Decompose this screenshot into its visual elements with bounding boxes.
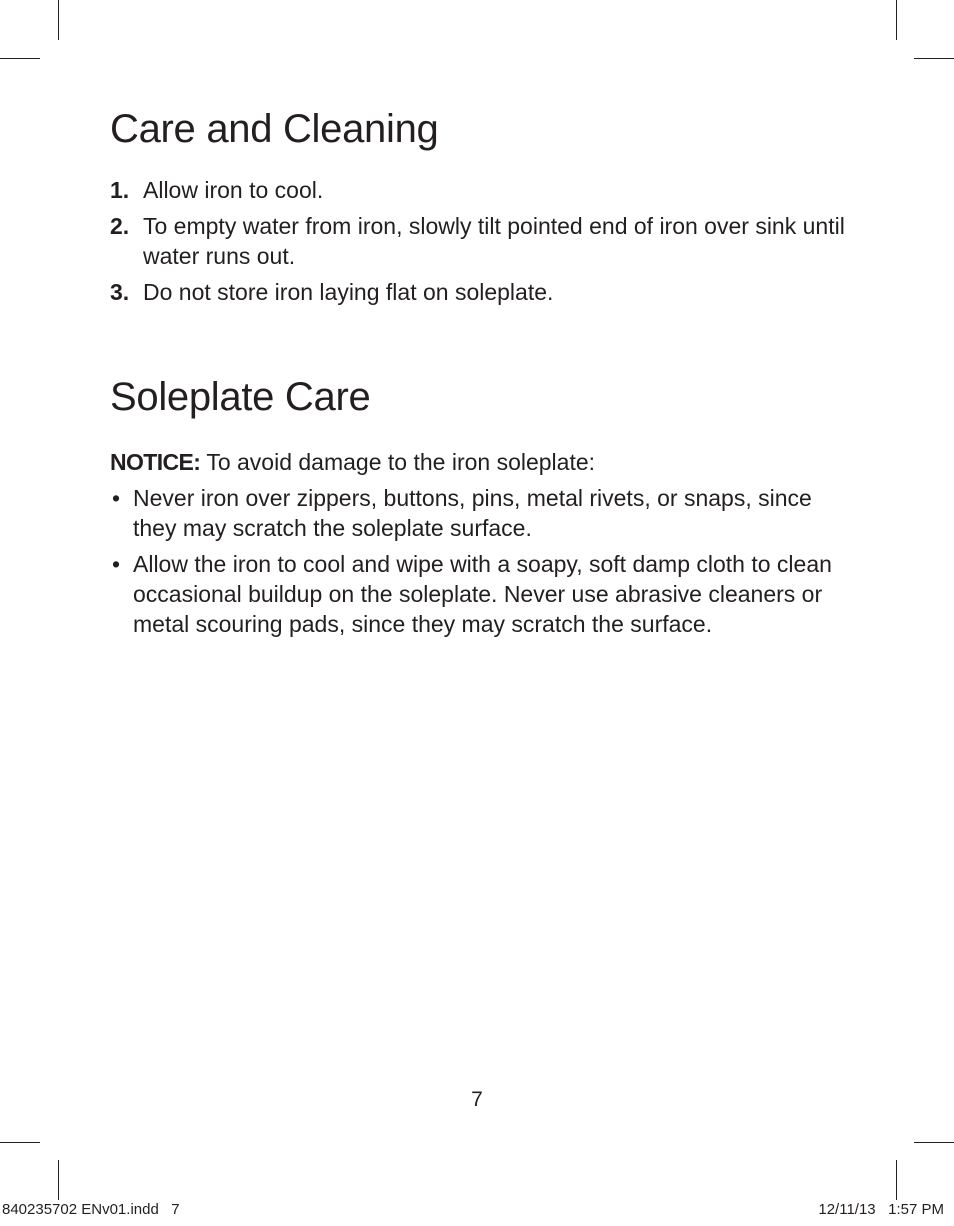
- soleplate-care-list: [110, 483, 850, 645]
- step-text: Do not store iron laying flat on soleplate.: [143, 279, 554, 305]
- care-step: [110, 277, 850, 307]
- slug-timestamp: 12/11/13 1:57 PM: [818, 1201, 944, 1218]
- crop-mark-top-right-vertical: [896, 0, 897, 40]
- care-and-cleaning-heading: Care and Cleaning: [110, 107, 439, 151]
- notice-text: To avoid damage to the iron soleplate:: [200, 449, 596, 475]
- list-item-text: Allow the iron to cool and wipe with a soapy, soft damp cloth to clean occasional buildup on the soleplate. Never use abrasive cleaners or metal scouring pads, since they may scratch the surface.: [133, 551, 832, 637]
- crop-mark-top-right-horizontal: [914, 58, 954, 59]
- notice-label: NOTICE:: [110, 449, 201, 475]
- notice-paragraph: [110, 447, 595, 477]
- crop-mark-bottom-right-horizontal: [914, 1142, 954, 1143]
- care-step: [110, 211, 850, 271]
- care-steps-list: [110, 175, 850, 313]
- step-number: 1.: [110, 177, 130, 203]
- crop-mark-bottom-left-vertical: [58, 1160, 59, 1200]
- step-text: To empty water from iron, slowly tilt pointed end of iron over sink until water runs out.: [143, 213, 845, 269]
- step-text: Allow iron to cool.: [143, 177, 324, 203]
- slug-file-name: 840235702 ENv01.indd 7: [2, 1201, 180, 1218]
- bullet-icon: •: [112, 551, 121, 577]
- list-item: [110, 549, 850, 639]
- step-number: 2.: [110, 213, 130, 239]
- list-item: [110, 483, 850, 543]
- crop-mark-bottom-right-vertical: [896, 1160, 897, 1200]
- crop-mark-bottom-left-horizontal: [0, 1142, 40, 1143]
- soleplate-care-heading: Soleplate Care: [110, 375, 371, 419]
- list-item-text: Never iron over zippers, buttons, pins, metal rivets, or snaps, since they may scratch the soleplate surface.: [133, 485, 812, 541]
- care-step: [110, 175, 850, 205]
- step-number: 3.: [110, 279, 130, 305]
- page-number: 7: [471, 1088, 483, 1111]
- crop-mark-top-left-vertical: [58, 0, 59, 40]
- bullet-icon: •: [112, 485, 121, 511]
- crop-mark-top-left-horizontal: [0, 58, 40, 59]
